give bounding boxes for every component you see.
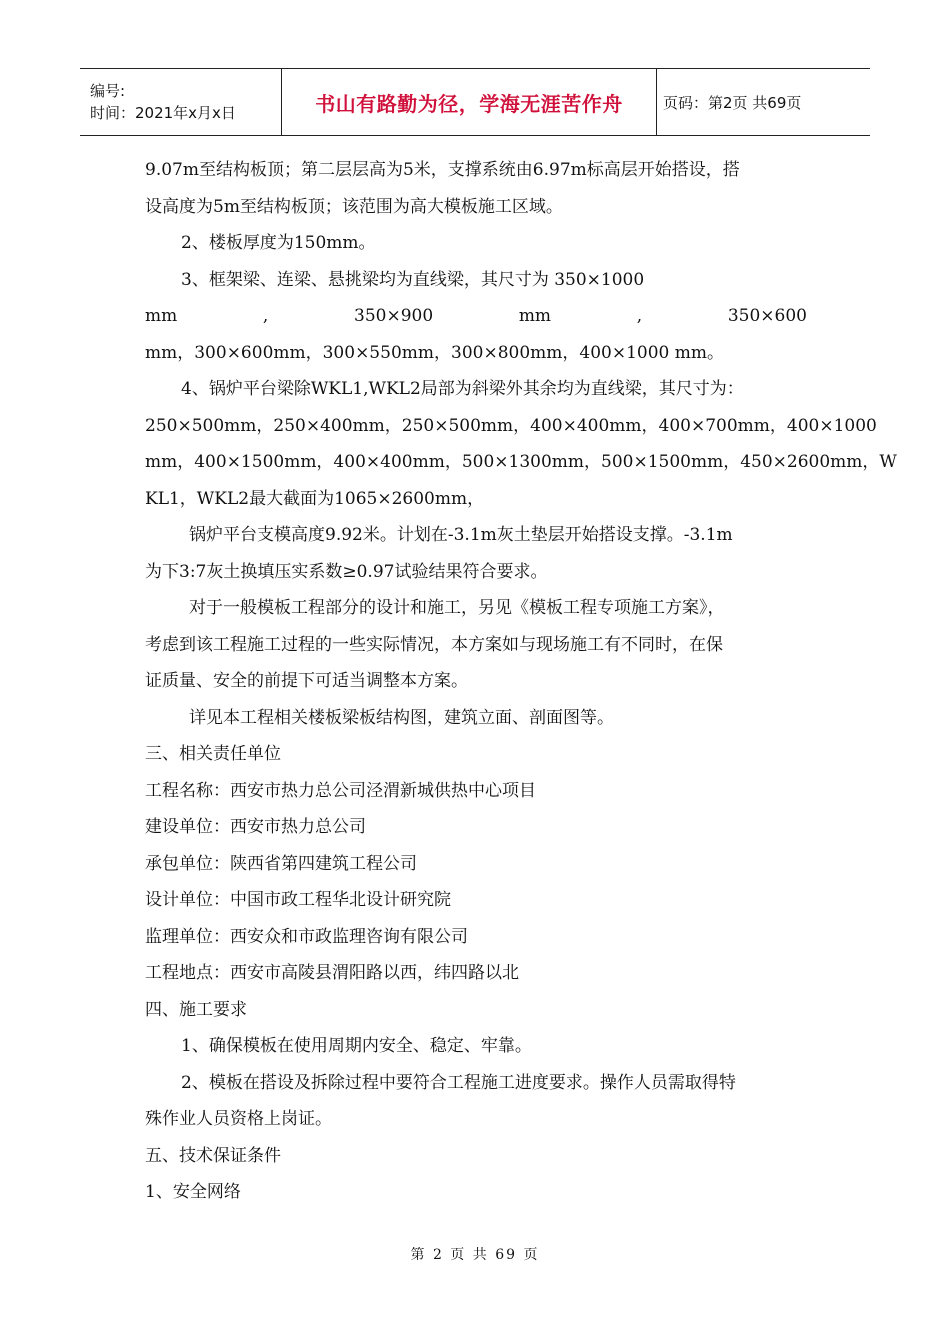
paragraph-line: 考虑到该工程施工过程的一些实际情况，本方案如与现场施工有不同时，在保: [145, 634, 723, 655]
list-item: 4、锅炉平台梁除WKL1,WKL2局部为斜梁外其余均为直线梁，其尺寸为：: [181, 379, 744, 399]
paragraph-line: mm，400×1500mm，400×400mm，500×1300mm，500×1500mm，450×2600mm，W: [145, 452, 897, 472]
page-footer: 第 2 页 共 69 页: [410, 1247, 540, 1263]
paragraph-line: 对于一般模板工程部分的设计和施工，另见《模板工程专项施工方案》，: [189, 598, 725, 618]
doc-code-label: 编号:: [90, 82, 126, 100]
paragraph-line: 为下3:7灰土换填压实系数≥0.97试验结果符合要求。: [145, 561, 548, 582]
paragraph-line: KL1，WKL2最大截面为1065×2600mm，: [145, 488, 485, 509]
text-run: ,: [636, 306, 643, 326]
info-line: 工程名称：西安市热力总公司泾渭新城供热中心项目: [145, 780, 536, 801]
header-meta: [80, 69, 282, 135]
paragraph-line: 设高度为5m至结构板顶；该范围为高大模板施工区域。: [145, 196, 563, 217]
section-heading: 三、相关责任单位: [145, 744, 281, 764]
paragraph-line-justified: [145, 298, 807, 335]
document-body: [145, 152, 897, 1211]
text-run: 350×600: [727, 306, 807, 326]
paragraph-line: 250×500mm，250×400mm，250×500mm，400×400mm，400×700mm，400×1000: [145, 415, 877, 436]
paragraph-line: 详见本工程相关楼板梁板结构图，建筑立面、剖面图等。: [189, 707, 614, 728]
doc-date-label: 时间：2021年x月x日: [90, 104, 236, 122]
page-header: [80, 68, 870, 136]
text-run: 350×900: [354, 306, 434, 326]
info-line: 建设单位：西安市热力总公司: [145, 817, 366, 837]
info-line: 监理单位：西安众和市政监理咨询有限公司: [145, 926, 468, 947]
paragraph-line: mm，300×600mm，300×550mm，300×800mm，400×1000 mm。: [145, 342, 724, 363]
text-run: mm: [518, 306, 552, 326]
paragraph-line: 9.07m至结构板顶；第二层层高为5米，支撑系统由6.97m标高层开始搭设，搭: [145, 160, 740, 180]
paragraph-line: 殊作业人员资格上岗证。: [145, 1109, 332, 1129]
header-motto: 书山有路勤为径，学海无涯苦作舟: [282, 69, 657, 135]
info-line: 承包单位：陕西省第四建筑工程公司: [145, 853, 417, 874]
list-item: 2、模板在搭设及拆除过程中要符合工程施工进度要求。操作人员需取得特: [181, 1072, 736, 1093]
list-item: 2、楼板厚度为150mm。: [181, 233, 376, 253]
text-run: mm: [145, 306, 178, 326]
info-line: 工程地点：西安市高陵县渭阳路以西，纬四路以北: [145, 963, 519, 983]
header-page-number: 页码：第2页 共69页: [663, 93, 802, 112]
text-run: ,: [262, 306, 269, 326]
list-item: 1、安全网络: [145, 1182, 241, 1202]
paragraph-line: 证质量、安全的前提下可适当调整本方案。: [145, 671, 468, 691]
info-line: 设计单位：中国市政工程华北设计研究院: [145, 890, 451, 910]
list-item: 1、确保模板在使用周期内安全、稳定、牢靠。: [181, 1036, 532, 1056]
list-item: 3、框架梁、连梁、悬挑梁均为直线梁，其尺寸为 350×1000: [181, 269, 645, 290]
paragraph-line: 锅炉平台支模高度9.92米。计划在-3.1m灰土垫层开始搭设支撑。-3.1m: [189, 525, 733, 545]
section-heading: 五、技术保证条件: [145, 1145, 281, 1166]
section-heading: 四、施工要求: [145, 999, 247, 1020]
